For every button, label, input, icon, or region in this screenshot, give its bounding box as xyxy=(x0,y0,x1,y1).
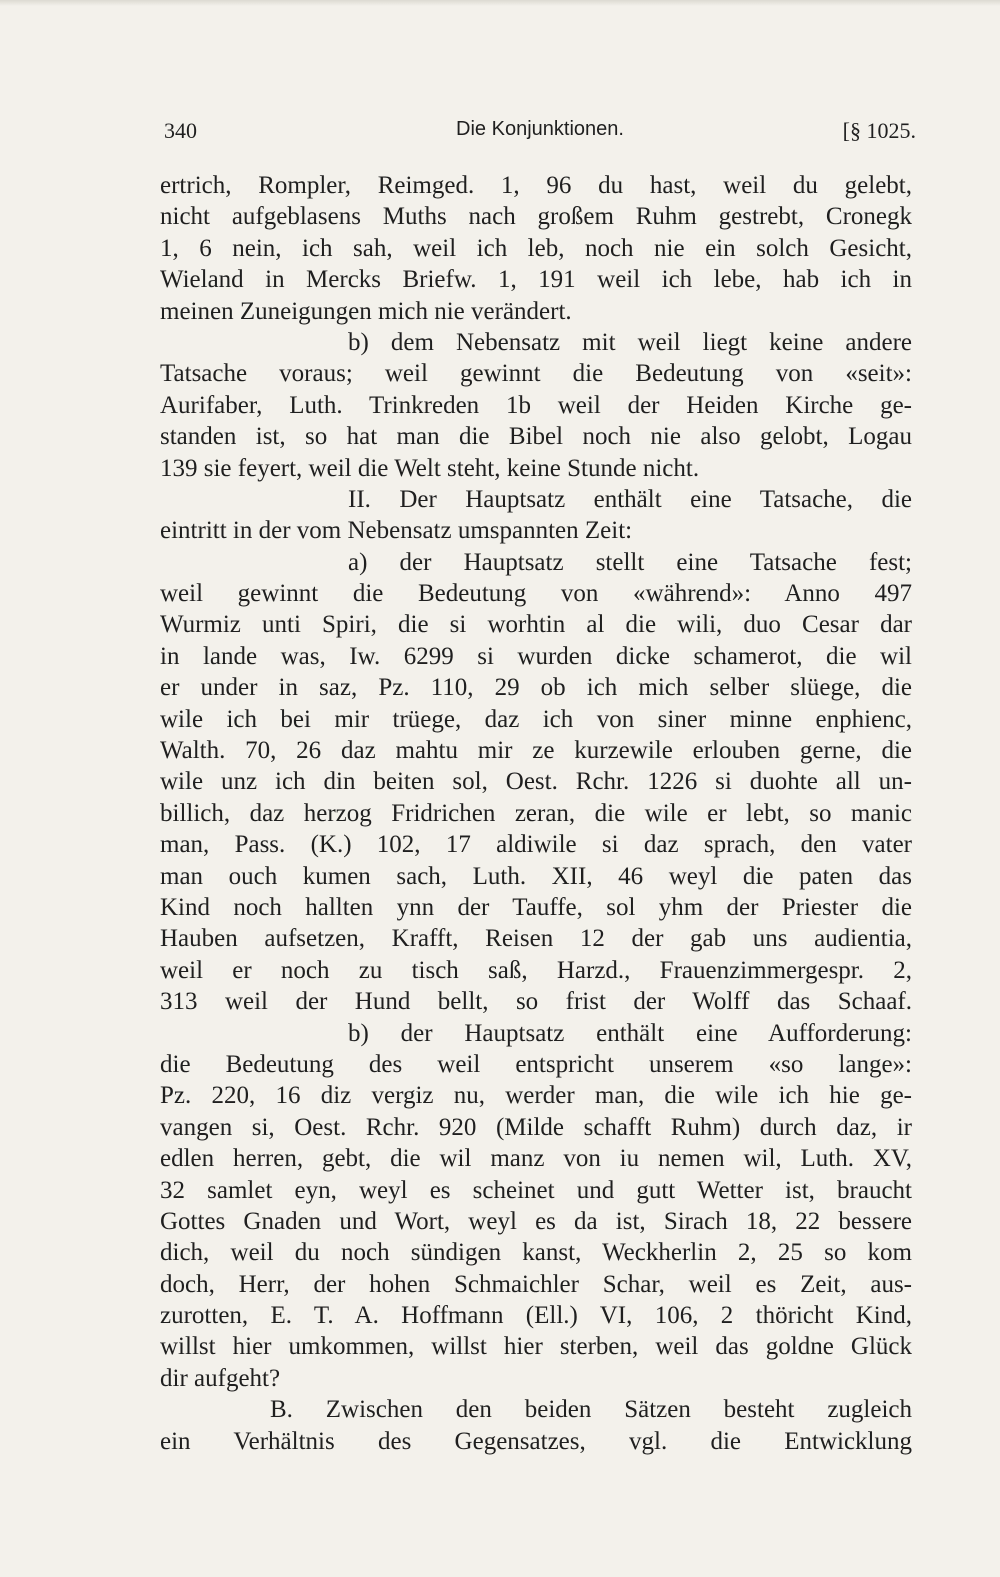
text-line: edlen herren, gebt, die wil manz von iu nemen wil, Luth. XV, xyxy=(160,1145,912,1173)
page-number: 340 xyxy=(164,118,197,143)
text-line: billich, daz herzog Fridrichen zeran, die wile er lebt, so manic xyxy=(160,799,912,827)
text-line: er under in saz, Pz. 110, 29 ob ich mich selber slüege, die xyxy=(160,674,912,702)
page-edge-shadow xyxy=(0,0,1000,6)
text-line: Wurmiz unti Spiri, die si worhtin al die wili, duo Cesar dar xyxy=(160,611,912,639)
text-line: a) der Hauptsatz stellt eine Tatsache fest; xyxy=(348,548,912,576)
text-line: ertrich, Rompler, Reimged. 1, 96 du hast, weil du gelebt, xyxy=(160,172,912,199)
text-line: dich, weil du noch sündigen kanst, Weckherlin 2, 25 so kom xyxy=(160,1239,912,1267)
text-line: Gottes Gnaden und Wort, weyl es da ist, Sirach 18, 22 bessere xyxy=(160,1207,912,1235)
running-header xyxy=(164,118,916,158)
text-line: doch, Herr, der hohen Schmaichler Schar, weil es Zeit, aus- xyxy=(160,1270,912,1298)
text-line: meinen Zuneigungen mich nie verändert. xyxy=(160,297,572,325)
text-line: standen ist, so hat man die Bibel noch nie also gelobt, Logau xyxy=(160,423,912,451)
text-line: man, Pass. (K.) 102, 17 aldiwile si daz sprach, den vater xyxy=(160,831,912,859)
text-line: die Bedeutung des weil entspricht unserem «so lange»: xyxy=(160,1050,912,1078)
text-line: b) dem Nebensatz mit weil liegt keine andere xyxy=(348,328,912,356)
text-line: weil er noch zu tisch saß, Harzd., Frauenzimmergespr. 2, xyxy=(160,956,912,984)
text-line: man ouch kumen sach, Luth. XII, 46 weyl die paten das xyxy=(160,862,912,890)
text-line: ein Verhältnis des Gegensatzes, vgl. die Entwicklung xyxy=(160,1427,912,1455)
text-line: zurotten, E. T. A. Hoffmann (Ell.) VI, 106, 2 thöricht Kind, xyxy=(160,1302,912,1330)
text-line: eintritt in der vom Nebensatz umspannten Zeit: xyxy=(160,517,633,545)
text-line: Kind noch hallten ynn der Tauffe, sol yhm der Priester die xyxy=(160,893,912,921)
text-line: willst hier umkommen, willst hier sterben, weil das goldne Glück xyxy=(160,1333,912,1361)
text-line: dir aufgeht? xyxy=(160,1364,281,1392)
text-line: Wieland in Mercks Briefw. 1, 191 weil ich lebe, hab ich in xyxy=(160,266,912,294)
text-line: weil gewinnt die Bedeutung von «während»: Anno 497 xyxy=(160,580,912,608)
text-line: 313 weil der Hund bellt, so frist der Wolff das Schaaf. xyxy=(160,988,912,1016)
text-line: Tatsache voraus; weil gewinnt die Bedeutung von «seit»: xyxy=(160,360,912,388)
text-line: wile unz ich din beiten sol, Oest. Rchr. 1226 si duohte all un- xyxy=(160,768,912,796)
text-line: wile ich bei mir trüege, daz ich von siner minne enphienc, xyxy=(160,705,912,733)
section-reference: [§ 1025. xyxy=(842,118,916,143)
text-line: 32 samlet eyn, weyl es scheinet und gutt Wetter ist, braucht xyxy=(160,1176,912,1204)
text-line: Walth. 70, 26 daz mahtu mir ze kurzewile erlouben gerne, die xyxy=(160,737,912,765)
body-text xyxy=(160,170,912,1457)
text-line: nicht aufgeblasens Muths nach großem Ruhm gestrebt, Cronegk xyxy=(160,203,912,231)
running-title: Die Konjunktionen. xyxy=(456,118,624,140)
text-line: Aurifaber, Luth. Trinkreden 1b weil der Heiden Kirche ge- xyxy=(160,391,912,419)
text-line: 1, 6 nein, ich sah, weil ich leb, noch nie ein solch Gesicht, xyxy=(160,234,912,262)
text-line: vangen si, Oest. Rchr. 920 (Milde schafft Ruhm) durch daz, ir xyxy=(160,1113,912,1141)
text-line: in lande was, Iw. 6299 si wurden dicke schamerot, die wil xyxy=(160,642,912,670)
text-line: II. Der Hauptsatz enthält eine Tatsache, die xyxy=(348,485,912,513)
text-line: 139 sie feyert, weil die Welt steht, keine Stunde nicht. xyxy=(160,454,700,482)
text-line: b) der Hauptsatz enthält eine Aufforderung: xyxy=(348,1019,912,1047)
text-line: Pz. 220, 16 diz vergiz nu, werder man, die wile ich hie ge- xyxy=(160,1082,912,1110)
text-line: B. Zwischen den beiden Sätzen besteht zugleich xyxy=(270,1396,912,1424)
text-line: Hauben aufsetzen, Krafft, Reisen 12 der gab uns audientia, xyxy=(160,925,912,953)
